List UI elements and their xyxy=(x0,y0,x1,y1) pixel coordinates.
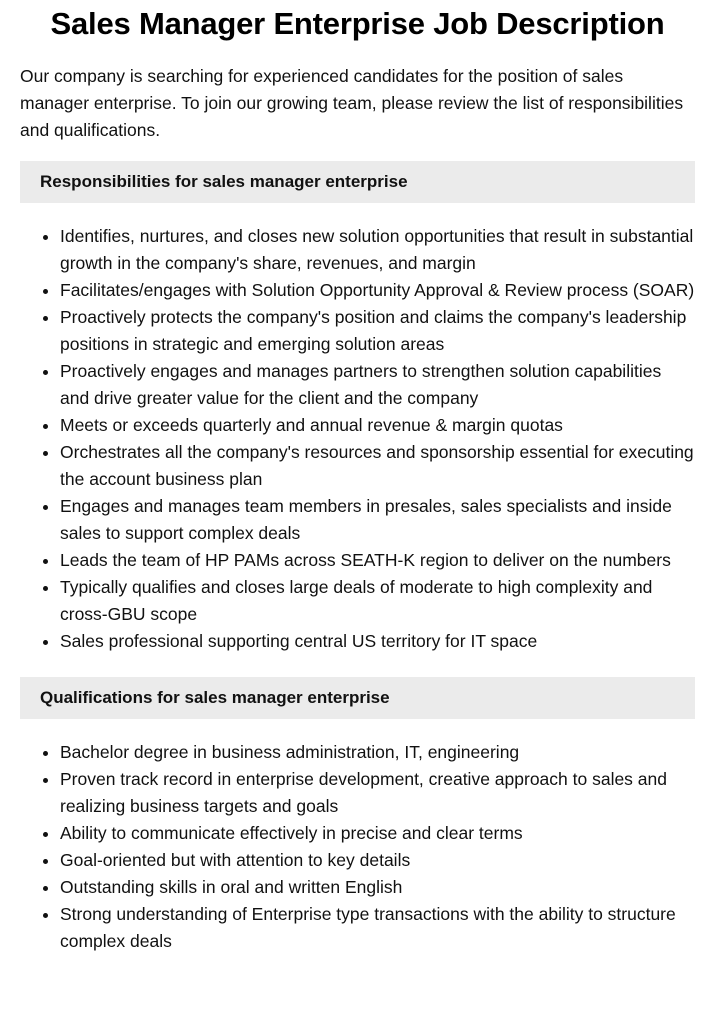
list-item: • Engages and manages team members in presales, sales specialists and inside sales to support complex deals xyxy=(60,493,695,547)
list-item: • Meets or exceeds quarterly and annual revenue & margin quotas xyxy=(60,412,695,439)
responsibilities-list xyxy=(20,223,695,655)
list-item: • Ability to communicate effectively in precise and clear terms xyxy=(60,820,695,847)
list-item: • Sales professional supporting central US territory for IT space xyxy=(60,628,695,655)
list-item: • Outstanding skills in oral and written English xyxy=(60,874,695,901)
list-item: • Orchestrates all the company's resources and sponsorship essential for executing the account business plan xyxy=(60,439,695,493)
list-item: • Leads the team of HP PAMs across SEATH-K region to deliver on the numbers xyxy=(60,547,695,574)
list-item: • Typically qualifies and closes large deals of moderate to high complexity and cross-GBU scope xyxy=(60,574,695,628)
list-item: • Identifies, nurtures, and closes new solution opportunities that result in substantial growth in the company's share, revenues, and margin xyxy=(60,223,695,277)
list-item: • Strong understanding of Enterprise type transactions with the ability to structure complex deals xyxy=(60,901,695,955)
list-item: • Facilitates/engages with Solution Opportunity Approval & Review process (SOAR) xyxy=(60,277,695,304)
qualifications-list xyxy=(20,739,695,955)
list-item: • Proven track record in enterprise development, creative approach to sales and realizing business targets and goals xyxy=(60,766,695,820)
responsibilities-heading: Responsibilities for sales manager enterprise xyxy=(20,161,695,203)
list-item: • Proactively protects the company's position and claims the company's leadership positions in strategic and emerging solution areas xyxy=(60,304,695,358)
qualifications-heading: Qualifications for sales manager enterprise xyxy=(20,677,695,719)
list-item: • Goal-oriented but with attention to key details xyxy=(60,847,695,874)
list-item: • Proactively engages and manages partners to strengthen solution capabilities and drive greater value for the client and the company xyxy=(60,358,695,412)
page-title: Sales Manager Enterprise Job Description xyxy=(50,6,665,41)
intro-paragraph: Our company is searching for experienced candidates for the position of sales manager enterprise. To join our growing team, please review the list of responsibilities and qualifications. xyxy=(20,66,684,140)
list-item: • Bachelor degree in business administration, IT, engineering xyxy=(60,739,695,766)
